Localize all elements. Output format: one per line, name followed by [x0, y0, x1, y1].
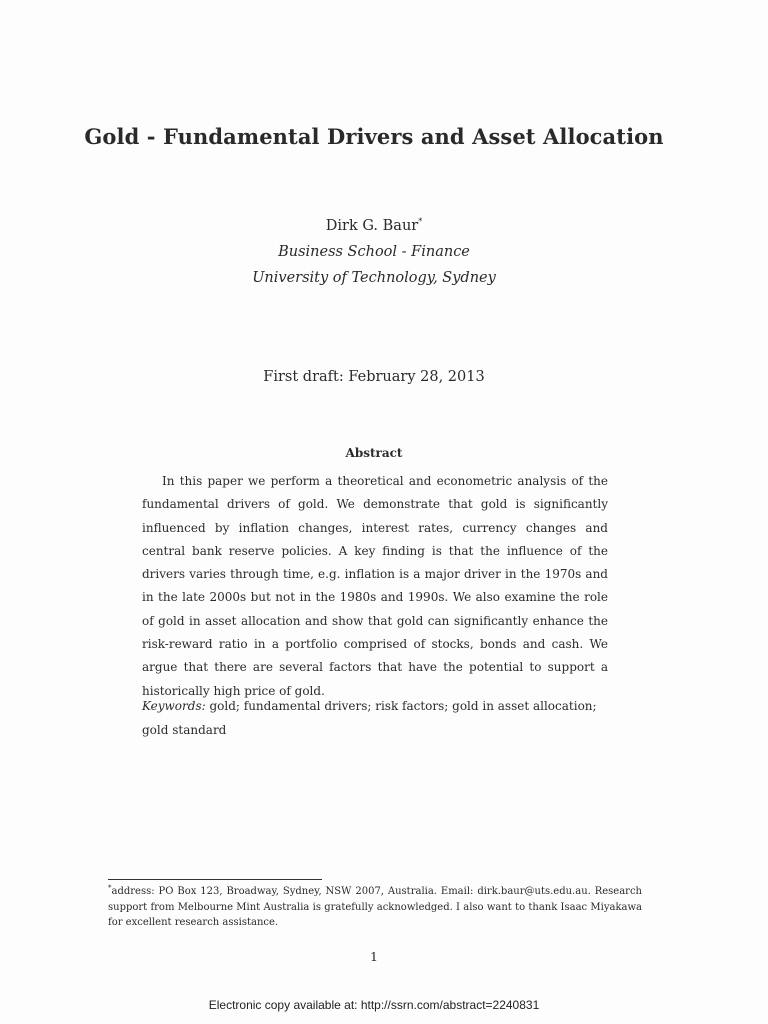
footnote-text: address: PO Box 123, Broadway, Sydney, NSW 2007, Australia. Email: dirk.baur@uts.edu.au. Research support from Melbourne Mint Australia is gratefully acknowledged. I also want to thank Isaac Miyakawa for excellent research assistance. — [108, 886, 642, 928]
footnote — [108, 881, 642, 931]
author-footnote-mark: * — [418, 217, 423, 226]
paper-title: Gold - Fundamental Drivers and Asset Allocation — [84, 124, 664, 149]
author-name: Dirk G. Baur — [325, 218, 419, 234]
page-number: 1 — [370, 949, 378, 964]
keywords-label: Keywords: — [142, 699, 206, 713]
affiliation-school: Business School - Finance — [278, 244, 470, 260]
abstract-heading: Abstract — [345, 446, 403, 460]
footnote-rule — [108, 879, 322, 880]
keywords — [142, 694, 608, 742]
author-line — [0, 217, 748, 234]
draft-date: First draft: February 28, 2013 — [263, 369, 485, 385]
abstract-body: In this paper we perform a theoretical and econometric analysis of the fundamental drivers of gold. We demonstrate that gold is significantly influenced by inflation changes, interest rates, currency changes and central bank reserve policies. A key finding is that the influence of the drivers varies through time, e.g. inflation is a major driver in the 1970s and in the late 2000s but not in the 1980s and 1990s. We also examine the role of gold in asset allocation and show that gold can significantly enhance the risk-reward ratio in a portfolio comprised of stocks, bonds and cash. We argue that there are several factors that have the potential to support a historically high price of gold. — [142, 474, 608, 698]
footnote-mark: * — [108, 884, 112, 892]
affiliation-university: University of Technology, Sydney — [252, 270, 496, 286]
keywords-list: gold; fundamental drivers; risk factors; gold in asset allocation; gold standard — [142, 699, 597, 737]
ssrn-notice: Electronic copy available at: http://ssrn.com/abstract=2240831 — [208, 998, 540, 1012]
